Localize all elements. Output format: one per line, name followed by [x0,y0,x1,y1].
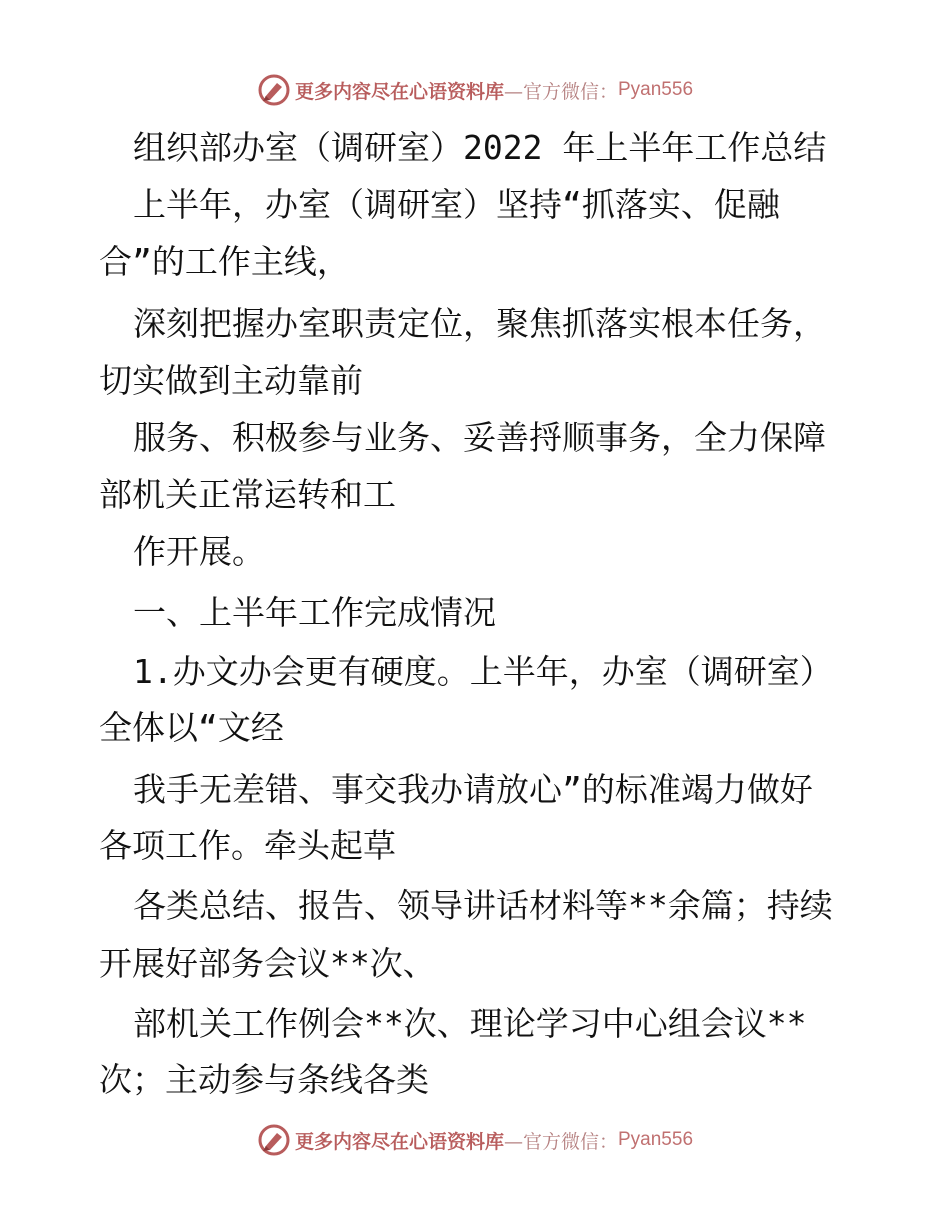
watermark-main-text: 更多内容尽在心语资料库 [294,1130,504,1153]
pen-logo-icon [257,1123,291,1157]
paragraph-line: 上半年，办室（调研室）坚持“抓落实、促融 [133,185,780,224]
paragraph-line: 深刻把握办室职责定位，聚焦抓落实根本任务， [133,304,826,343]
paragraph-line: 各类总结、报告、领导讲话材料等**余篇；持续 [133,886,833,925]
paragraph-line: 部机关工作例会**次、理论学习中心组会议** [133,1004,807,1043]
watermark-rest-text: —官方微信： [503,1130,618,1153]
section-heading: 一、上半年工作完成情况 [133,593,496,632]
paragraph-line: 合”的工作主线， [99,242,350,281]
watermark-rest-text: —官方微信： [503,80,618,103]
watermark-main-text: 更多内容尽在心语资料库 [294,80,504,103]
paragraph-line: 服务、积极参与业务、妥善捋顺事务，全力保障 [133,418,826,457]
pen-logo-icon [257,73,291,107]
paragraph-line: 开展好部务会议**次、 [99,944,436,983]
watermark-id-text: Pyan556 [618,1129,694,1150]
paragraph-line: 切实做到主动靠前 [99,361,363,400]
paragraph-line: 我手无差错、事交我办请放心”的标准竭力做好 [133,770,813,809]
watermark-id-text: Pyan556 [618,79,694,100]
footer-watermark [0,1122,950,1158]
header-watermark [0,72,950,108]
paragraph-line: 全体以“文经 [99,708,284,747]
paragraph-line: 次；主动参与条线各类 [99,1060,429,1099]
paragraph-line: 1.办文办会更有硬度。上半年，办室（调研室） [133,652,833,691]
paragraph-line: 各项工作。牵头起草 [99,826,396,865]
paragraph-line: 作开展。 [133,532,265,571]
paragraph-line: 部机关正常运转和工 [99,475,396,514]
document-title: 组织部办室（调研室）2022 年上半年工作总结 [133,128,827,167]
